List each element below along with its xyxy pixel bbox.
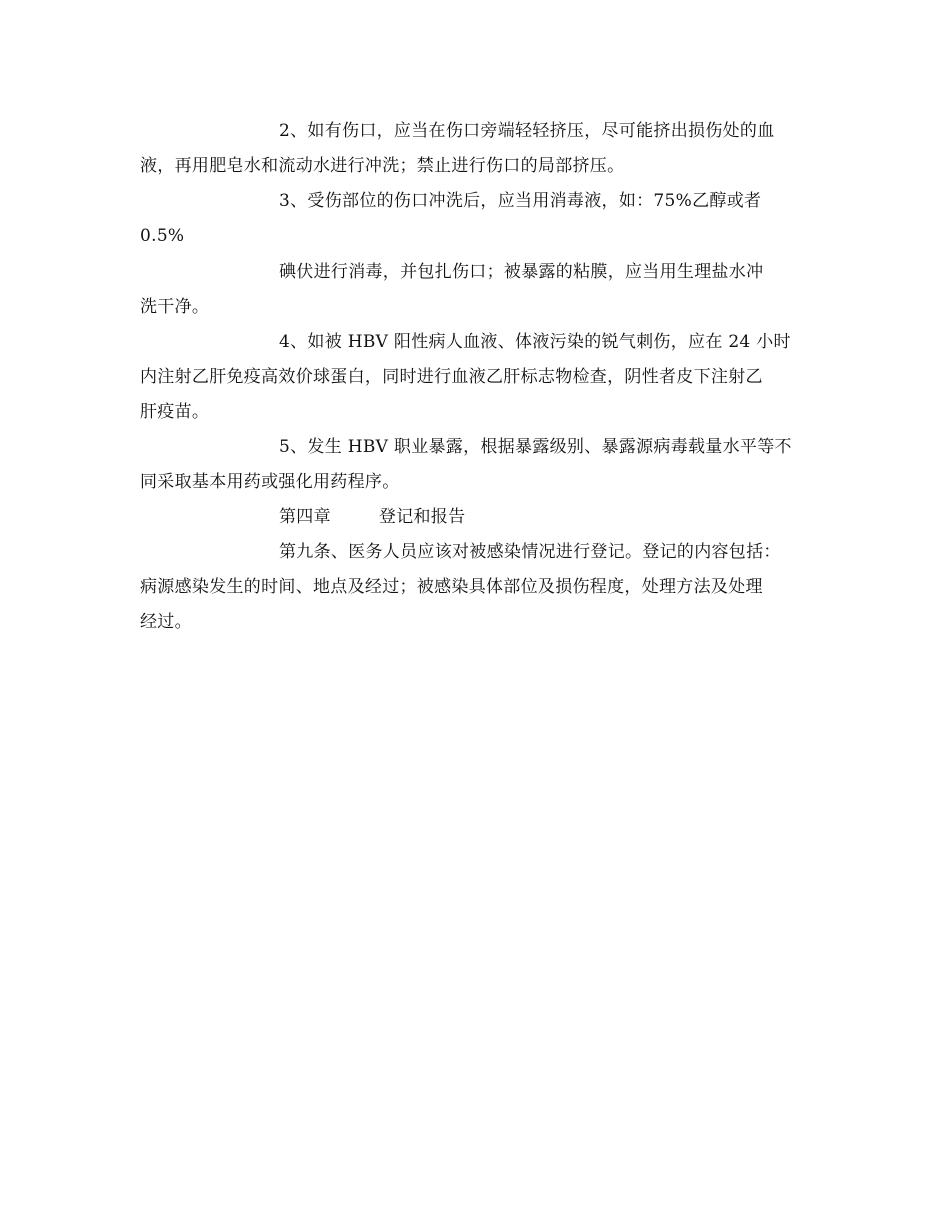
item-3-line-1: 3、受伤部位的伤口冲洗后，应当用消毒液，如：75%乙醇或者 [279, 191, 762, 211]
article-9-line-2: 病源感染发生的时间、地点及经过；被感染具体部位及损伤程度，处理方法及处理 [140, 577, 763, 597]
chapter-heading [279, 506, 465, 528]
item-3-line-2: 0.5% [140, 226, 185, 246]
item-2-line-1: 2、如有伤口，应当在伤口旁端轻轻挤压，尽可能挤出损伤处的血 [279, 121, 775, 141]
item-3-line-3: 碘伏进行消毒，并包扎伤口；被暴露的粘膜，应当用生理盐水冲 [279, 262, 764, 282]
item-4-line-2: 内注射乙肝免疫高效价球蛋白，同时进行血液乙肝标志物检查，阴性者皮下注射乙 [140, 367, 763, 387]
item-4-line-1: 4、如被 HBV 阳性病人血液、体液污染的锐气刺伤，应在 24 小时 [279, 332, 791, 352]
article-9-line-3: 经过。 [140, 612, 192, 632]
chapter-number: 第四章 [279, 507, 331, 527]
chapter-title: 登记和报告 [378, 507, 466, 527]
article-9-line-1: 第九条、医务人员应该对被感染情况进行登记。登记的内容包括： [279, 542, 781, 562]
item-4-line-3: 肝疫苗。 [140, 402, 210, 422]
item-3-line-4: 洗干净。 [140, 297, 210, 317]
item-5-line-2: 同采取基本用药或强化用药程序。 [140, 472, 400, 492]
item-2-line-2: 液，再用肥皂水和流动水进行冲洗；禁止进行伤口的局部挤压。 [140, 156, 625, 176]
item-5-line-1: 5、发生 HBV 职业暴露，根据暴露级别、暴露源病毒载量水平等不 [279, 437, 792, 457]
